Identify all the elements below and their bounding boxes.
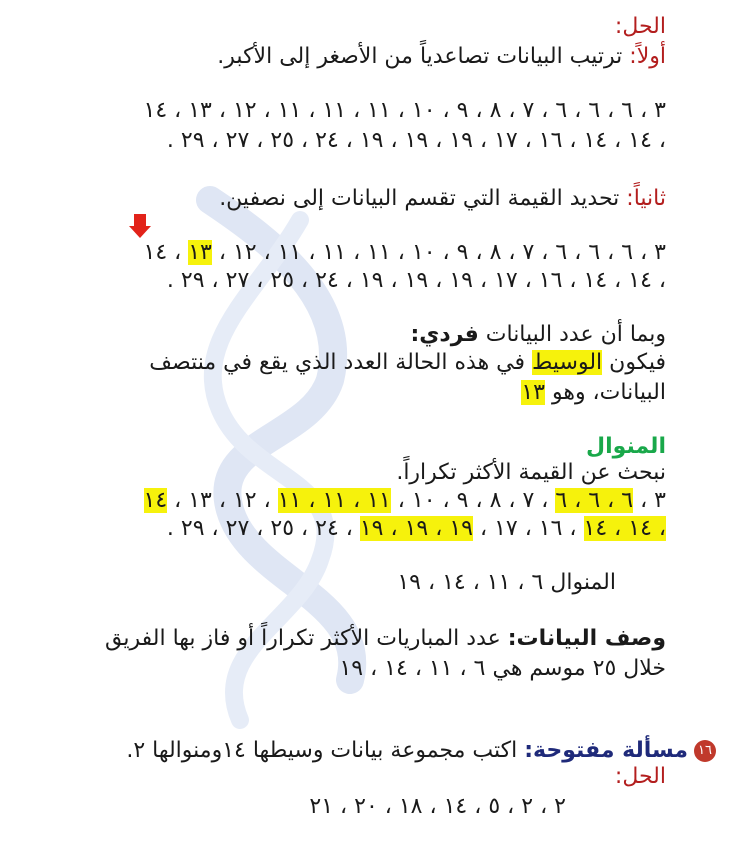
step-one-text: ترتيب البيانات تصاعدياً من الأصغر إلى الأكبر. [217,44,630,69]
open-problem-label: مسألة مفتوحة: [524,738,688,763]
mode-result: المنوال ٦ ، ١١ ، ١٤ ، ١٩ [397,570,616,595]
median-line-before: ٣ ، ٦ ، ٦ ، ٦ ، ٧ ، ٨ ، ٩ ، ١٠ ، ١١ ، ١١ ، ١١ ، ١٢ ، [211,240,666,265]
odd-count-note [410,322,666,348]
median-term-highlight: الوسيط [532,350,603,375]
median-data-line-2: ، ١٤ ، ١٤ ، ١٦ ، ١٧ ، ١٩ ، ١٩ ، ١٩ ، ٢٤ ، ٢٥ ، ٢٧ ، ٢٩ . [166,268,666,293]
step-one [217,44,666,70]
mode-value-highlight: ، ١٤ ، ١٤ [583,516,666,541]
odd-count-text: وبما أن عدد البيانات [478,322,666,347]
mode-value-highlight: ١٩ ، ١٩ ، ١٩ [359,516,473,541]
odd-count-bold: فردي: [410,322,479,347]
median-explain-line-1 [149,350,666,376]
median-line-after: ، ١٤ [143,240,189,265]
step-two [219,186,666,212]
mode-value-text: ، ١٦ ، ١٧ ، [472,516,584,541]
mode-value-highlight: ١١ ، ١١ ، ١١ [277,488,391,513]
median-arrow-icon [129,214,151,240]
open-problem [126,738,716,764]
mode-data-line-1 [144,488,667,514]
median-explain-line-2 [521,380,666,406]
open-problem-text: اكتب مجموعة بيانات وسيطها ١٤ومنوالها ٢. [126,738,525,763]
median-explain-suffix: في هذه الحالة العدد الذي يقع في منتصف [149,350,533,375]
sorted-data-line-1: ٣ ، ٦ ، ٦ ، ٦ ، ٧ ، ٨ ، ٩ ، ١٠ ، ١١ ، ١١ ، ١١ ، ١٢ ، ١٣ ، ١٤ [143,98,666,123]
mode-value-highlight: ٦ ، ٦ ، ٦ [555,488,634,513]
mode-value-text: ، ٧ ، ٨ ، ٩ ، ١٠ ، [390,488,556,513]
step-two-text: تحديد القيمة التي تقسم البيانات إلى نصفين. [219,186,627,211]
median-answer-highlight: ١٣ [521,380,545,405]
solution-label-2: الحل: [614,764,666,789]
description-label: وصف البيانات: [507,626,666,651]
data-description-line-2: خلال ٢٥ موسم هي ٦ ، ١١ ، ١٤ ، ١٩ [339,656,666,681]
mode-search-text: نبحث عن القيمة الأكثر تكراراً. [396,460,666,485]
step-two-label: ثانياً: [626,186,666,211]
problem-number-badge: ١٦ [694,740,716,762]
mode-value-text: ٣ ، [633,488,666,513]
mode-title: المنوال [586,434,666,459]
median-explain-prefix-2: البيانات، وهو [544,380,666,405]
solution-label: الحل: [614,14,666,39]
median-value-highlight: ١٣ [188,240,212,265]
step-one-label: أولاً: [629,44,666,69]
description-text-1: عدد المباريات الأكثر تكراراً أو فاز بها الفريق [105,626,508,651]
mode-data-line-2 [167,516,666,542]
sorted-data-line-2: ، ١٤ ، ١٤ ، ١٦ ، ١٧ ، ١٩ ، ١٩ ، ١٩ ، ٢٤ ، ٢٥ ، ٢٧ ، ٢٩ . [166,128,666,153]
mode-value-text: ، ١٢ ، ١٣ ، [167,488,278,513]
mode-value-text: ، ٢٤ ، ٢٥ ، ٢٧ ، ٢٩ . [166,516,360,541]
data-description-line-1 [105,626,666,652]
answer-data: ٢ ، ٢ ، ٥ ، ١٤ ، ١٨ ، ٢٠ ، ٢١ [309,794,566,819]
median-explain-prefix: فيكون [602,350,666,375]
median-data-line-1 [144,240,667,266]
mode-value-highlight: ١٤ [143,488,168,513]
